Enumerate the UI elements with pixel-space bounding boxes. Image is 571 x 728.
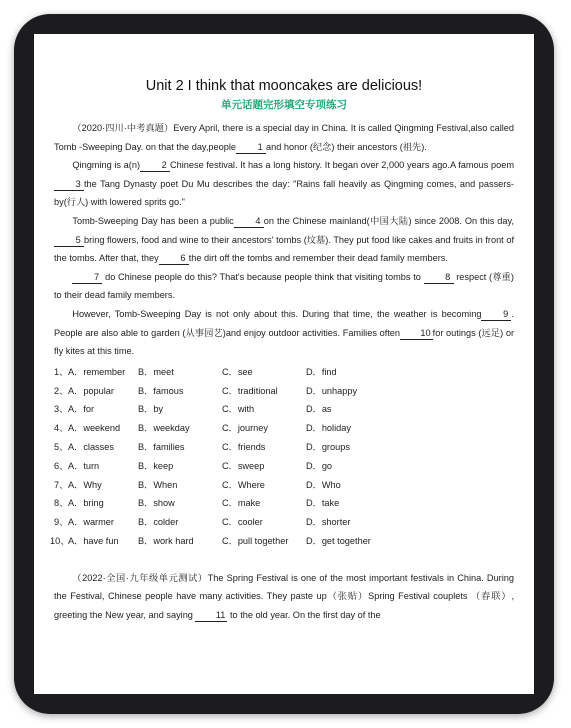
text-segment: （2020·四川·中考真题）Every April, there is a special day in China. It is called Qingming Festival,also called Tomb -Sweeping Day. on that the day,people: [54, 123, 514, 152]
passage1-paragraph1: [54, 119, 514, 156]
document-page: [34, 34, 534, 624]
option-b: B．work hard: [138, 535, 194, 546]
text-segment: for outings (远足) or fly kites at this time.: [54, 327, 515, 357]
option-a: A．Why: [68, 479, 102, 490]
option-a: A．popular: [68, 385, 114, 396]
option-row: [54, 382, 514, 401]
option-c: C．with: [222, 404, 255, 415]
page-title: Unit 2 I think that mooncakes are delicious!: [145, 78, 423, 94]
option-d: D．unhappy: [306, 385, 358, 396]
question-number: 5、: [54, 442, 69, 452]
text-segment: （2022·全国·九年级单元测试）The Spring Festival is one of the most important festivals in China. During the Festival, Chinese people have many activities. They paste up（张贴）Spring Festival couplets （春联）, greeting the New year, and saying: [54, 572, 514, 620]
question-number: 2、: [54, 385, 69, 396]
document-screen[interactable]: [34, 34, 534, 694]
option-row: [50, 532, 514, 551]
option-c: C．make: [222, 498, 261, 509]
passage1-paragraph4: [54, 268, 514, 305]
question-number: 6、: [54, 460, 69, 471]
section-gap: [54, 551, 514, 569]
blank-8: 8: [424, 271, 454, 284]
option-d: D．holiday: [306, 423, 351, 434]
text-segment: to the old year. On the first day of the: [229, 609, 381, 620]
question-number: 9、: [54, 517, 69, 528]
blank-2: 2: [140, 159, 170, 172]
option-row: [54, 400, 514, 419]
option-b: B．famous: [138, 385, 184, 396]
blank-11: 11: [195, 609, 227, 622]
option-d: D．as: [306, 404, 332, 415]
option-row: [54, 363, 514, 382]
option-a: A．weekend: [68, 423, 121, 434]
option-a: A．turn: [68, 460, 100, 471]
question-number: 3、: [54, 404, 69, 415]
blank-4: 4: [234, 215, 264, 228]
option-c: C．Where: [222, 479, 265, 490]
option-a: A．classes: [68, 442, 114, 452]
blank-7: 7: [72, 271, 102, 284]
option-c: C．sweep: [222, 460, 265, 471]
option-row: [54, 513, 514, 532]
option-d: D．Who: [306, 479, 341, 490]
blank-5: 5: [54, 234, 84, 247]
option-b: B．show: [138, 498, 175, 509]
blank-1: 1: [236, 141, 266, 154]
tablet-frame: [14, 14, 554, 714]
option-row: [54, 494, 514, 513]
option-c: C．see: [222, 366, 253, 377]
passage1-paragraph5: [54, 305, 514, 361]
blank-6: 6: [159, 252, 189, 265]
question-number: 10、: [50, 535, 70, 546]
option-b: B．When: [138, 479, 178, 490]
text-segment: the dirt off the tombs and remember their dead family members.: [188, 253, 448, 264]
option-b: B．families: [138, 442, 185, 452]
passage2-paragraph1: [54, 569, 514, 625]
text-segment: Tomb-Sweeping Day has been a public: [72, 215, 234, 226]
option-a: A．remember: [68, 366, 126, 377]
option-d: D．shorter: [306, 517, 351, 528]
option-d: D．take: [306, 498, 340, 509]
option-b: B．keep: [138, 460, 174, 471]
blank-9: 9: [481, 308, 511, 321]
option-d: D．groups: [306, 442, 350, 452]
text-segment: do Chinese people do this? That's because people think that visiting tombs to: [105, 271, 421, 282]
option-c: C．pull together: [222, 535, 289, 546]
text-segment: respect (尊重) to their dead family members.: [54, 271, 514, 301]
option-d: D．get together: [306, 535, 371, 546]
answer-options: [50, 363, 514, 551]
blank-3: 3: [54, 178, 84, 191]
option-c: C．journey: [222, 423, 268, 434]
text-segment: . People are also able to garden (从事园艺)and enjoy outdoor activities. Families often: [54, 308, 514, 338]
text-segment: Chinese festival. It has a long history. It began over 2,000 years ago.A famous poem: [170, 160, 515, 171]
option-row: [54, 438, 514, 457]
option-d: D．go: [306, 460, 333, 471]
text-segment: However, Tomb-Sweeping Day is not only about this. During that time, the weather is becoming: [72, 308, 482, 319]
option-c: C．friends: [222, 442, 266, 452]
option-c: C．cooler: [222, 517, 263, 528]
text-segment: Qingming is a(n): [72, 160, 141, 171]
option-row: [54, 476, 514, 495]
text-segment: and honor (纪念) their ancestors (祖先).: [266, 141, 427, 152]
text-segment: bring flowers, food and wine to their ancestors' tombs (坟墓). They put food like cakes and fruits in front of the tombs. After that, they: [54, 234, 514, 264]
option-c: C．traditional: [222, 385, 278, 396]
passage1-paragraph3: [54, 212, 514, 268]
option-row: [54, 419, 514, 438]
option-a: A．warmer: [68, 517, 114, 528]
text-segment: on the Chinese mainland(中国大陆) since 2008. On this day,: [263, 215, 514, 226]
option-row: [54, 457, 514, 476]
option-a: A．have fun: [68, 535, 119, 546]
option-b: B．meet: [138, 366, 174, 377]
text-segment: the Tang Dynasty poet Du Mu describes the day: "Rains fall heavily as Qingming comes, and passers-by(行人) with lowered sprits go.": [54, 178, 514, 208]
option-b: B．by: [138, 404, 164, 415]
blank-10: 10: [400, 327, 433, 340]
question-number: 1、: [54, 366, 69, 377]
question-number: 7、: [54, 479, 69, 490]
option-a: A．bring: [68, 498, 104, 509]
page-subtitle: 单元话题完形填空专项练习: [221, 99, 347, 111]
option-a: A．for: [68, 404, 95, 415]
option-b: B．colder: [138, 517, 179, 528]
question-number: 8、: [54, 498, 69, 509]
question-number: 4、: [54, 423, 69, 434]
option-b: B．weekday: [138, 423, 190, 434]
option-d: D．find: [306, 366, 337, 377]
passage1-paragraph2: [54, 156, 514, 212]
